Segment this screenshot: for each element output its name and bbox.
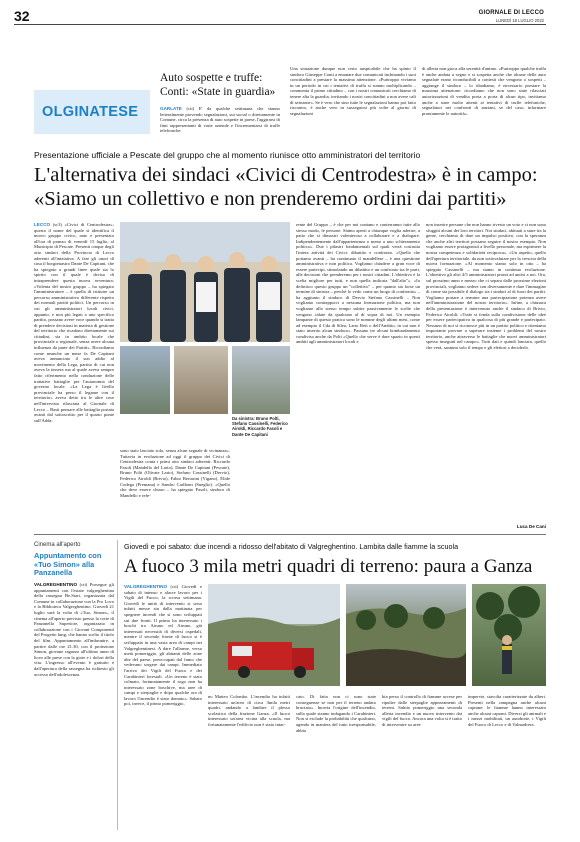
main-col-2: sono stato lasciato solo, senza alcun segnale di vicinanza». Tuttavia in evoluzione ad oggi il gruppo dei Civici di Centrodestra conta i primi otto sindaci aderenti: Riccardo Fasoli (Mandello del Lario), Dante De Capitani (Pescate), Bruno Polti (Olivate Lario), Stefano Cassinelli (Dervio), Federico Airoldi (Brivio), Fabio Bertarini (Vigano), Elide Codega (Premana) e Sandro Carlboni (Sueglio). «Quello che deve essere chiaro – ha spiegato Fasoli, sindaco di Mandello e refe- — [120, 448, 230, 498]
inset-photo-3 — [232, 346, 290, 414]
firefighters-drawing — [472, 584, 546, 686]
paper-name: GIORNALE DI LECCO — [478, 10, 544, 16]
section-box — [34, 90, 150, 134]
fire-photo-3 — [472, 584, 546, 686]
page-number: 32 — [14, 8, 30, 24]
top-story-col-3: di allerta non gioca alla serenità d'animo. «Purtroppo qualche truffa è anche andata a segno e si sospetta anche che alcune delle auto segnalate erano riconducibili a contesti che vengono o sospetti – aggiunge il sindaco – lo ribadiamo, è necessario prestare la massima attenzione: ricordiamo che non sono state rilasciati autorizzazioni di vendita porta a porta di alcun tipo, invitiamo anche a stare molto attenti ai tentativi di truffe telefoniche, segnalatori nei confronti di anziani, se del caso, informare prontamente le autorità». — [422, 66, 546, 116]
fire-col-2 — [208, 694, 290, 830]
top-story-col-1 — [160, 106, 280, 142]
main-headline-2: «Siamo un collettivo e non prenderemo ordini dai partiti» — [34, 188, 507, 210]
main-byline: Luca De Cani — [516, 524, 546, 529]
fire-col-4: bia perso il controllo di fiamme accese per ripulire dalle sterpaglie appezzamenti di terreni. Subito pomeriggio una seconda allerta incendio e un nuovo intervento dai vigili del fuoco. Ancora una volta si è tratto di intervenire su aree — [382, 694, 462, 727]
sidebar-title: Appuntamento con «Tuo Simon» alla Panzanella — [34, 551, 102, 578]
section-title: OLGINATESE — [42, 104, 139, 120]
sidebar-body — [34, 582, 114, 832]
fire-truck-drawing — [208, 584, 340, 686]
top-story-text-1: (cti) E' da qualche settimana che stanno letteralmente piovendo segnalazioni, sui social o direttamente in Comune, circa la presenza di auto sospette in paese, l'aggirarsi di finti rappresentanti di varie aziende e l'incrementarsi di truffe telefoniche. — [160, 106, 280, 134]
main-text-1: (sc3) «Civici di Centrodestra»: questo il nome del quale si identifica il nuovo gruppo civico, nato e presentato all'ora di pranzo di venerdì 15 luglio, al Municipio di Pescate. Presenti cinque degli otto sindaci della Provincia di Lecco aderenti all'iniziativa. A fare gli onori di casa il borgomastro Dante De Capitani, che ha spiegato a grandi linee quale sia lo spirito con il quale è deciso di intraprendere questa nuova avventura: «Volenta del nostro gruppo – ha spiegato l'amministratore – è quella di istituire un percorso amministrativo differente rispetto dei normali partiti politici. Un percorso in cui gli amministratori locali civici, appunto, e non più legati a uno specifico partito, possano avere voce quando si tratta di prendere decisioni in materia di gestione del territorio che ricadono direttamente sui cittadini, sia in ambito locale che provinciale o regionale, senza avere alcuna influenza da parte dei Partiti». Ricordiamo come neanche un mese fa De Capitani aveva annunciato il suo addio al movimento della Lega, partito di cui non aveva la tessera ma al quale aveva sempre fatto riferimento nella conduzione delle trattative battaglie per l'autonomia del governo locale. «La Lega è livello provinciale ha perso il legame con il territorio» aveva detto tra le altre cose nell'intervista rilasciata al Giornale di Lecco – Basti pensare alle battaglia portata avanti dal sottoscritto per il quarto ponte sull'Adda: — [34, 222, 114, 423]
top-story-title-2: Conti: «State in guardia» — [160, 86, 276, 98]
mid-rule — [34, 534, 546, 535]
sidebar-text: (cti) Prosegue gli appuntamenti con l'estate valgreghentina della rassegna Be.Start, organizzata dal Comune in collaborazione con la Pro Loco e la Biblioteca Valgreghentino. Giovedì 21 luglio sarà la volta di «Tuo, Simon», il cinema all'aperto previsto presso la corte di Panzanella Superiore, organizzato in collaborazione con i Giovani Componenti del Progetto lung, che hanno scelto il titolo del film. Appuntamento all'imbrunire, a partire dalle ore 21.30, con il proiezione Simon, giovane ragazzo all'ultimo anno di liceo alle prese con la gioie e i dolori della vita. L'ingresso all'evento è gratuito e dall'apertura della rassegna ha richiesto gli accesso dell'adolescenza. — [34, 582, 114, 677]
fire-text-2: no Matteo Colombo. L'incendio ha infatti interessato un'area di circa 3mila metri quadri, andando a lambire il plesso scolastico della frazione Ganza. «Il fuoco interessato un'area vicina alla scuola, ma fortunatamente l'edificio non è stato intac- — [208, 694, 290, 727]
fire-headline: A fuoco 3 mila metri quadri di terreno: paura a Ganza — [124, 556, 533, 577]
fire-photo-1 — [208, 584, 340, 686]
main-headline-1: L'alternativa dei sindaci «Civici di Centrodestra» è in campo: — [34, 164, 538, 186]
inset-photo-1 — [120, 346, 170, 414]
main-col-1 — [34, 222, 114, 530]
main-col-3: rente del Gruppo – è che per noi contano e conterranno tutte allo stesso modo, le persone. Siamo aperti a chiunque voglia aderire, a patto che si dimostri volenteroso a collaborare e a dialogare. Indipendentemente dall'appartenenza o meno a uno schieramento politico». Due i pilastri fondamentali sul quali verrà costruita l'intera attività dei Civici: dibattito e confronto. «Quella che potiamo avanti – ha continuato il mandellese – è una questione amministrativa e non politica. Vogliamo chiudere a gran voce di essere partecipi, stimolando un dibattito e un confronto tra le parti, alle decisioni che prenderemo per i nostri cittadini. L'obiettivo è la scelta migliore per tutti, e non quella indicata "dall'alto"». «Io definisco questo gruppo un "collettivo" – per quanto sia forse un termine di sinistra – perché lo vedo come un luogo di confronto» – ha aggiunto il sindaco di Dervio Stefano Cassinelli – Non vogliamo contrapporci a nessuna formazione politica, ma non vogliamo allo stesso tempo subire passivamente le scelte che vengono calate da qualcuno al di sopra di noi. Un esempio lampante di questo pratica sono le nomine degli ultimi mesi, come ad esempio il Cda di Silea, Lario Reti o dell'Ambito, in cui non è stato inserito alcun sindaco». Passano tre alcuni bombardamento condiviso anche da Polti «Quello che serve è dare spazio in questi ambiti agli amministratori locali e — [296, 222, 420, 345]
top-story-title-1: Auto sospette e truffe: — [160, 72, 263, 84]
fire-photo-2 — [346, 584, 466, 686]
fire-col-1 — [124, 584, 202, 830]
group-photo-figures — [120, 222, 290, 342]
sidebar-place: VALGREGHENTINO — [34, 582, 78, 587]
main-col-4: non inserire persone che non hanno rivesto un voto e ci non sono sfuggiti alcuni dei loro territori. Noi sindaci, abituati a stare tra la gente, cerchiamo di dare un impulso positivo, con la speranza che anche altri territori possano seguire il nostro esempio. Non vogliamo essere protagonisti a livello personale, ma esprimere la nostra competenza e solidarietà reciproca». «Un aspetto, quello dell'apertura territoriale, da non sottovalutare per la crescita della nuova formazione. «Al momento siamo solo in otto – ha spiegato Cassinelli – ma siamo in continua evoluzione. L'obiettivo gli altri 4/5 amministratori pronti ad unirsi a noi. Ora, sul prossimo anno e mezzo che ci separa dalle prossime elezioni provinciali, vogliamo sedere con diversamente e dare l'immagine di come sia possibile il dialogo tra i sindaci al di fuori dei partiti. Vogliamo portare a termine una partecipazione potenza avere nell'amministrazione del nostro territorio». Infine, a chiusura della presentazione è intervenuto anche il sindaco di Brivio, Federico Airoldi: «Tutte si fonda sulla condivisione delle idee per essere partecipativa in qualcosa di più grande e partecipato. Nessuno di noi si riconosce più in un partito politico e riteniamo importante provare a superare insieme i problemi del nostro territorio, anche attraverso le battaglie che nuovi amministratori spesso inseguiti nel campo». Tutti dati e quindi lanciata, quello che verà, saranno solo il tempo e gli elettori a deciderlo. — [426, 222, 546, 351]
main-kicker: Presentazione ufficiale a Pescate del gruppo che al momento riunisce otto amministratori del territorio — [34, 150, 421, 160]
issue-date: LUNEDÌ 18 LUGLIO 2022 — [495, 18, 544, 23]
top-story-place: GARLATE — [160, 106, 182, 111]
header-rule — [14, 24, 546, 25]
inset-photo-2 — [174, 346, 228, 414]
sidebar-divider — [117, 540, 118, 830]
sidebar-kicker: Cinema all'aperto — [34, 542, 81, 548]
fire-kicker: Giovedì e poi sabato: due incendi a ridosso dell'abitato di Valgreghentino. Lambita dalle fiamme la scuola — [124, 542, 459, 551]
burned-field-drawing — [346, 584, 466, 686]
top-story-col-2: Una situazione dunque non certo auspicabile che ha spinto il sindaco Giuseppe Conti a emanare due comunicati inchinando i suoi concittadini a prestare la massima attenzione. «Purtroppo viviamo in un periodo in cui i tentativi di truffa si stanno moltiplicando – commenta il primo cittadino – con i nostri comunicati cerchiamo di tenere alta la guardia, invitando i nostri concittadini a non avere cali di sensione». Se è vero che sino tutte le segnalazioni hanno poi fatto riscontro, è anche vero in susseguirsi più volte al giorno di segnalazioni — [290, 66, 416, 116]
main-place: LECCO — [34, 222, 51, 227]
group-photo-caption: Da sinistra: Bruno Polti, Stefano Cassinelli, Federico Airoldi, Riccardo Fasoli e Dante De Capitani — [232, 416, 288, 437]
fire-col-3: cato. Di fatto non ci sono state conseguenze se non per il terreno andato bruciato». Incerta l'origine dell'incendio, sulla quale stanno indagando i Carabinieri. Non si esclude la probabilità che qualcuno, agendo in maniera del tutto irresponsabile, abbia — [296, 694, 376, 733]
group-photo — [120, 222, 290, 342]
fire-col-5: impervie, stavolta caratterizzate da alberi. Presenti nella campagna anche alcuni caprane: le fiamme hanno interessato anche alcuni caprani. Diversi gli animali e i mezzi mobilitati, un autobotte, i Vigili del Fuoco di Lecco e di Valmadrera. — [468, 694, 546, 727]
fire-place: VALGREGHENTINO — [124, 584, 168, 589]
fire-text-1: (cti) Giovedì e sabato di intenso e alacre lavoro per i Vigili del Fuoco, la scorsa settimana. Giovedì le unità di intervento si sono infatti messe sin dalla mattinata per spegnere incendi che si sono sviluppati sui due fronti. Il primo ha interessato i boschi tra Airuno ed Airuno, già interessati necessità di diversi ospedali, mentre il secondo fronte di fuoco si è sviluppato in una vasta area di campi nei Valgreghentinesi. A dare l'allarme, verso metà pomeriggio, gli abitanti delle zone alte del paese, preoccupati dal fumo che vedevano sorgere dai campi. Immediato l'arrivo dei Vigili del Fuoco e dei Carabinieri forestali. «Un terreno è stato colmato, fortunatamente il rogo non ha interessato zone boschive, ma aree di campi e sterpaglie e dopo qualche ora di lavoro l'incendio è stato domato». Sabato poi, invece, il primo pomeriggio, — [124, 584, 202, 707]
